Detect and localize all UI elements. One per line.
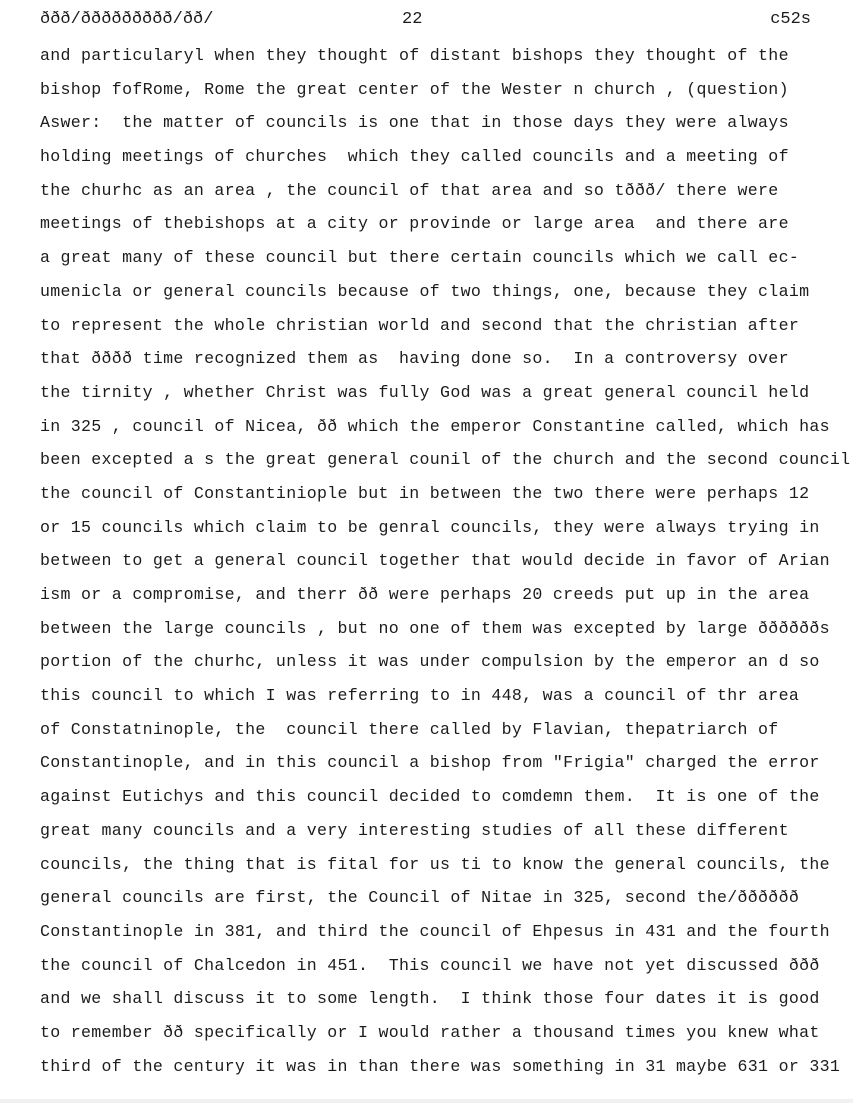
page-number: 22 xyxy=(402,10,423,29)
text-line: councils, the thing that is fital for us ti to know the general councils, the xyxy=(40,854,830,874)
text-line: a great many of these council but there certain councils which we call ec- xyxy=(40,248,800,268)
text-line: or 15 councils which claim to be genral councils, they were always trying in xyxy=(40,517,820,537)
text-line: great many councils and a very interesting studies of all these different xyxy=(40,820,789,840)
text-line: portion of the churhc, unless it was under compulsion by the emperor an d so xyxy=(40,652,820,672)
text-line: the churhc as an area , the council of that area and so tððð/ there were xyxy=(40,180,779,200)
text-line: between the large councils , but no one of them was excepted by large ððððððs xyxy=(40,618,830,638)
text-line: this council to which I was referring to in 448, was a council of thr area xyxy=(40,686,800,706)
transcript-body xyxy=(40,42,851,1086)
page-bottom-edge xyxy=(0,1099,853,1103)
text-line: third of the century it was in than there was something in 31 maybe 631 or 331 xyxy=(40,1056,841,1076)
text-line: Constantinople in 381, and third the council of Ehpesus in 431 and the fourth xyxy=(40,921,830,941)
text-line: of Constatninople, the council there called by Flavian, thepatriarch of xyxy=(40,719,779,739)
text-line: been excepted a s the great general counil of the church and the second council xyxy=(40,450,851,470)
text-line: Constantinople, and in this council a bishop from "Frigia" charged the error xyxy=(40,753,820,773)
text-line: to remember ðð specifically or I would rather a thousand times you knew what xyxy=(40,1022,820,1042)
document-code: c52s xyxy=(770,10,811,29)
text-line: and we shall discuss it to some length. I think those four dates it is good xyxy=(40,989,820,1009)
text-line: to represent the whole christian world and second that the christian after xyxy=(40,315,800,335)
text-line: bishop fofRome, Rome the great center of the Wester n church , (question) xyxy=(40,79,789,99)
text-line: the council of Constantiniople but in between the two there were perhaps 12 xyxy=(40,483,810,503)
text-line: between to get a general council together that would decide in favor of Arian xyxy=(40,551,830,571)
page-header xyxy=(40,10,813,36)
text-line: meetings of thebishops at a city or provinde or large area and there are xyxy=(40,214,789,234)
text-line: holding meetings of churches which they called councils and a meeting of xyxy=(40,147,789,167)
text-line: that ðððð time recognized them as having done so. In a controversy over xyxy=(40,349,789,369)
text-line: ism or a compromise, and therr ðð were perhaps 20 creeds put up in the area xyxy=(40,585,810,604)
text-line: in 325 , council of Nicea, ðð which the emperor Constantine called, which has xyxy=(40,416,830,436)
struck-header-text: ððð/ððððððððð/ðð/ xyxy=(40,10,214,29)
text-line: general councils are first, the Council of Nitae in 325, second the/ðððððð xyxy=(40,888,800,908)
text-line: and particularyl when they thought of distant bishops they thought of the xyxy=(40,46,789,65)
text-line: umenicla or general councils because of two things, one, because they claim xyxy=(40,281,810,301)
text-line: the council of Chalcedon in 451. This council we have not yet discussed ððð xyxy=(40,955,820,975)
text-line: Aswer: the matter of councils is one that in those days they were always xyxy=(40,113,789,133)
text-line: the tirnity , whether Christ was fully God was a great general council held xyxy=(40,382,810,402)
text-line: against Eutichys and this council decided to comdemn them. It is one of the xyxy=(40,787,820,807)
